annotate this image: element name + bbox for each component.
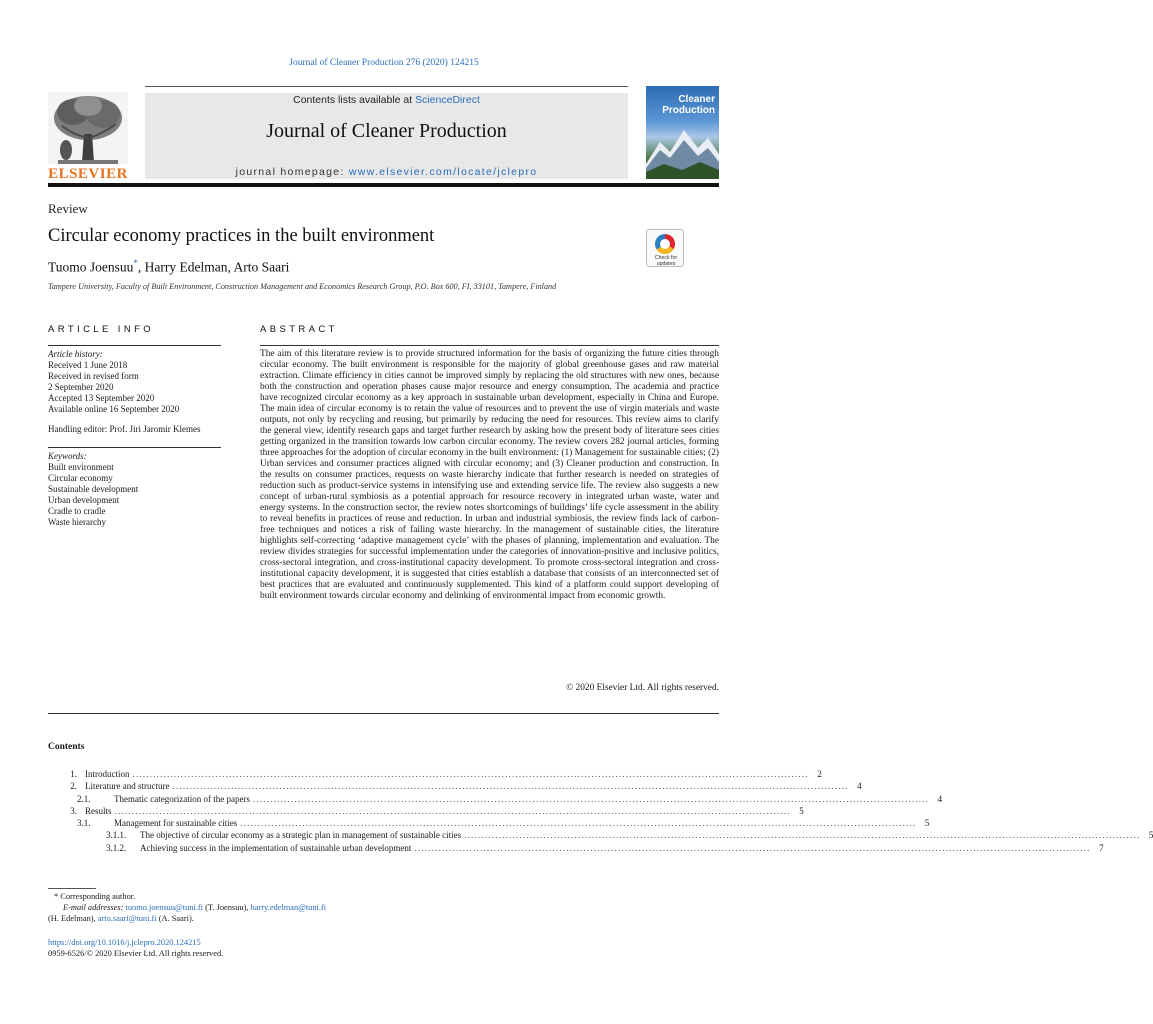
check-updates-label: Check for updates: [654, 255, 678, 267]
toc-number: 3.1.: [77, 818, 91, 829]
check-for-updates-button[interactable]: [646, 229, 684, 267]
journal-citation[interactable]: Journal of Cleaner Production 276 (2020) 124215: [289, 58, 479, 68]
corresponding-author-mark[interactable]: *: [133, 258, 138, 268]
table-of-contents: [48, 768, 1153, 854]
keyword-item: Waste hierarchy: [48, 517, 106, 527]
journal-homepage-line: journal homepage: www.elsevier.com/locate/jclepro: [235, 166, 538, 178]
toc-leader: ....................................................................................................................................................................................................: [132, 769, 809, 779]
author-affiliation: Tampere University, Faculty of Built Environment, Construction Management and Economics Research Group, P.O. Box 600, FI, 33101, Tampere, Finland: [48, 282, 557, 291]
masthead-bottom-rule: [48, 183, 719, 187]
doi-link[interactable]: https://doi.org/10.1016/j.jclepro.2020.124215: [48, 938, 201, 947]
toc-number: 2.: [70, 781, 77, 792]
toc-page: 4: [937, 793, 943, 804]
keywords-block: [48, 451, 223, 528]
toc-page: 5: [1148, 830, 1153, 841]
toc-leader: ....................................................................................................................................................................................................: [240, 818, 917, 829]
footnote-rule: [48, 888, 96, 889]
keywords-label: Keywords:: [48, 451, 87, 461]
toc-title: Achieving success in the implementation of sustainable urban development: [140, 842, 412, 853]
toc-entry[interactable]: [48, 829, 1153, 841]
corresponding-author-note: * Corresponding author.: [54, 892, 136, 901]
article-history: [48, 349, 223, 415]
contents-heading: Contents: [48, 742, 85, 752]
toc-title: Introduction: [85, 769, 130, 779]
email-addresses-continued: (H. Edelman), arto.saari@tuni.fi (A. Saari).: [48, 914, 194, 923]
toc-entry[interactable]: [48, 817, 930, 829]
toc-number: 3.: [70, 805, 77, 816]
toc-number: 1.: [70, 769, 77, 779]
toc-title: Literature and structure: [85, 781, 170, 792]
toc-title: Thematic categorization of the papers: [114, 793, 250, 804]
toc-leader: ....................................................................................................................................................................................................: [414, 842, 1091, 853]
toc-title: Results: [85, 805, 112, 816]
keyword-item: Urban development: [48, 495, 120, 505]
email-link[interactable]: tuomo.joensuu@tuni.fi: [125, 903, 204, 912]
article-info-heading: ARTICLE INFO: [48, 324, 155, 335]
toc-title: The objective of circular economy as a strategic plan in management of sustainable cities: [140, 830, 462, 841]
publisher-name: ELSEVIER: [48, 166, 128, 182]
toc-number: 3.1.2.: [106, 842, 127, 853]
abstract-heading: ABSTRACT: [260, 324, 338, 335]
abstract-rule: [260, 345, 719, 346]
abstract-text: The aim of this literature review is to provide structured information for the basis of organizing the future cities through circular economy. The built environment is responsible for the majority of global greenhouse gases and raw material extraction. Climate efficiency in cities cannot be improved simply by replacing the old structures with new ones, because both the construction and operation phases cause major resource and energy consumption. The academia and practice have recognized circular economy as a key approach in sustainable urban development, especially in China and Europe. The main idea of circular economy is to retain the value of resources and to prevent the use of virgin materials and waste outputs, not only by recycling and reusing, but primarily by reducing the need for resources. This review aims to clarify the general view, identify research gaps and target further research by asking how the present body of literature sees cities getting organized in the transition towards low carbon circular economy. The review covers 282 journal articles, forming three approaches for the adoption of circular economy in the built environment: (1) Management for sustainable cities; (2) Urban services and consumer practices aligned with circular economy; and (3) Cleaner production and construction. In the results on consumer practices, requests on waste hierarchy indicate that further research is needed on strategies of reduction such as product-service systems in intensifying use and extending service life. The review also suggests a new concept of urban-rural symbiosis as a potential approach for resource recovery in integrated urban waste, water and energy systems. In the construction sector, the review notes shortcomings of buildings’ life cycle assessment in the ability to reveal benefits in practices of reuse and reduction. In urban and industrial symbiosis, the review finds lack of carbon-free techniques and notices a risk of failing waste hierarchy. In the management of sustainable cities, the literature highlights self-correcting ‘adaptive management cycle’ with the phases of planning, implementation and evaluation. The review divides strategies for successful implementation under the categories of innovation-positive and inclusive politics, cross-sectoral integration, and cross-institutional capacity development. To promote cross-sectoral integration and cross-institutional capacity development, it is suggested that cities establish a database that consists of an interconnected set of best practices that are evaluated and continuously supplemented. This kind of a platform could support developing of built environment towards circular economy and delinking of environmental impact from economic growth.: [260, 349, 719, 601]
history-entry: Accepted 13 September 2020: [48, 393, 155, 403]
keyword-item: Circular economy: [48, 473, 113, 483]
toc-title: Management for sustainable cities: [114, 818, 238, 829]
history-entry: Received in revised form: [48, 371, 139, 381]
keywords-rule: [48, 447, 221, 448]
toc-entry[interactable]: [48, 780, 862, 792]
masthead-contents-line: Contents lists available at ScienceDirect: [293, 94, 480, 106]
keyword-item: Built environment: [48, 462, 114, 472]
toc-page: 2: [817, 769, 822, 779]
keyword-item: Sustainable development: [48, 484, 139, 494]
email-link[interactable]: harry.edelman@tuni.fi: [250, 903, 327, 912]
author-names: , Harry Edelman, Arto Saari: [137, 259, 290, 275]
check-updates-icon: [655, 234, 675, 254]
author-list: [48, 258, 289, 276]
toc-page: 5: [924, 818, 930, 829]
toc-entry[interactable]: [48, 793, 943, 805]
sciencedirect-link[interactable]: ScienceDirect: [415, 94, 480, 106]
toc-leader: ....................................................................................................................................................................................................: [464, 830, 1141, 841]
abstract-bottom-rule: [48, 713, 719, 714]
toc-page: 4: [857, 781, 862, 792]
history-entry: Received 1 June 2018: [48, 360, 128, 370]
toc-entry[interactable]: [48, 805, 804, 817]
cover-mountain-icon: [646, 124, 719, 179]
history-entry: Available online 16 September 2020: [48, 404, 180, 414]
toc-leader: ....................................................................................................................................................................................................: [172, 781, 849, 792]
toc-leader: ....................................................................................................................................................................................................: [252, 793, 930, 804]
toc-leader: ....................................................................................................................................................................................................: [114, 805, 791, 816]
cover-title: Cleaner Production: [662, 94, 715, 116]
journal-homepage-link[interactable]: www.elsevier.com/locate/jclepro: [348, 166, 538, 178]
author-name[interactable]: Tuomo Joensuu: [48, 259, 134, 275]
email-addresses: E-mail addresses: tuomo.joensuu@tuni.fi (T. Joensuu), harry.edelman@tuni.fi: [63, 903, 327, 912]
history-entry: 2 September 2020: [48, 382, 114, 392]
article-info-rule: [48, 345, 221, 346]
toc-entry[interactable]: [48, 768, 822, 780]
article-history-label: Article history:: [48, 349, 103, 359]
masthead-top-rule: [145, 86, 628, 87]
toc-page: 5: [799, 805, 804, 816]
issn-copyright: 0959-6526/© 2020 Elsevier Ltd. All rights reserved.: [48, 949, 224, 958]
article-type: Review: [48, 201, 88, 216]
email-link[interactable]: arto.saari@tuni.fi: [97, 914, 157, 923]
keyword-item: Cradle to cradle: [48, 506, 106, 516]
toc-number: 2.1.: [77, 793, 91, 804]
handling-editor: Handling editor: Prof. Jiri Jaromir Klemes: [48, 424, 201, 434]
toc-number: 3.1.1.: [106, 830, 127, 841]
article-title: Circular economy practices in the built environment: [48, 226, 435, 246]
toc-page: 7: [1099, 842, 1104, 853]
journal-cover-image: [646, 86, 719, 179]
journal-title: Journal of Cleaner Production: [266, 120, 507, 142]
toc-entry[interactable]: [48, 842, 1104, 854]
abstract-copyright: © 2020 Elsevier Ltd. All rights reserved.: [566, 683, 719, 693]
